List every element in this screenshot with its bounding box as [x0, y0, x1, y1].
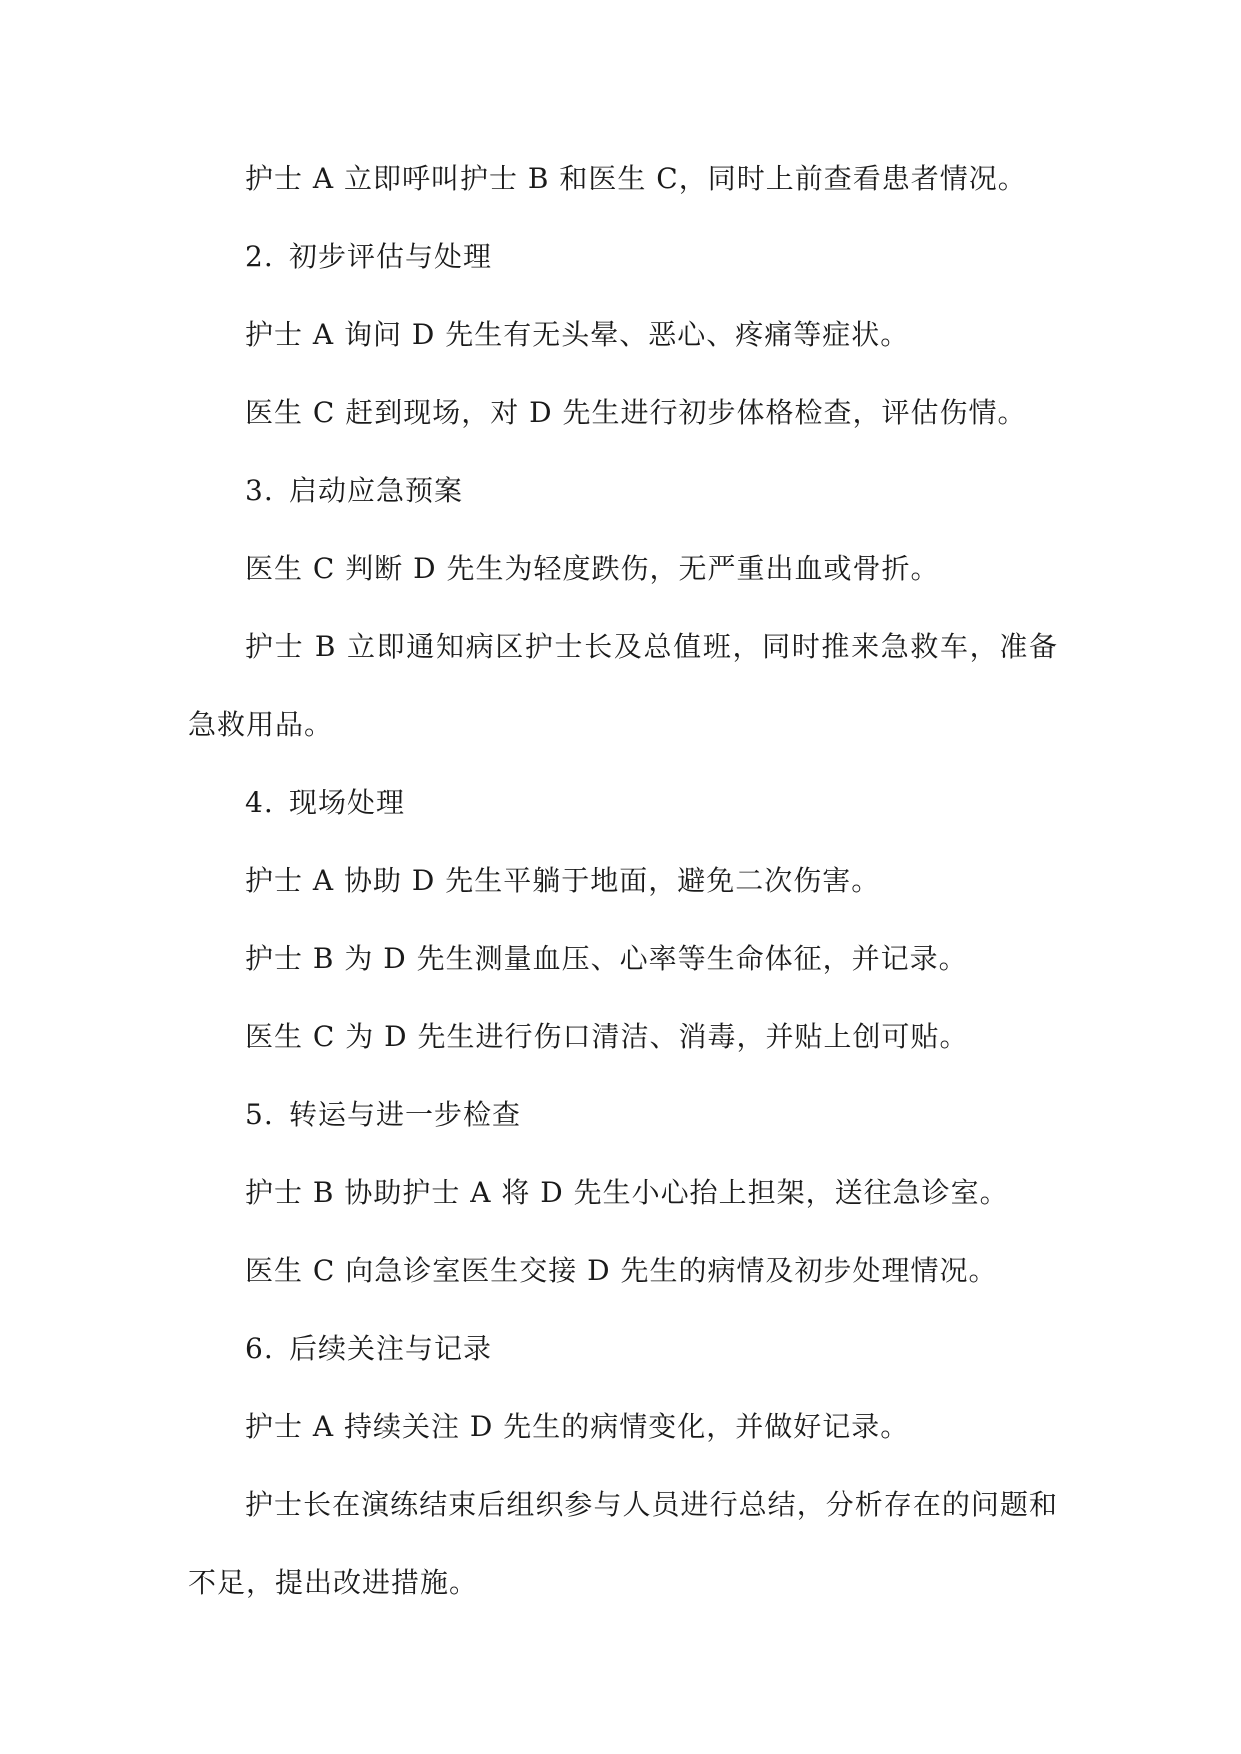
section-number: 5. — [245, 1098, 274, 1131]
section-title: 初步评估与处理 — [289, 240, 493, 273]
section-heading — [188, 452, 1058, 530]
paragraph: 医生 C 向急诊室医生交接 D 先生的病情及初步处理情况。 — [245, 1254, 998, 1287]
document-body — [188, 140, 1058, 1622]
paragraph: 医生 C 为 D 先生进行伤口清洁、消毒，并贴上创可贴。 — [245, 1020, 969, 1053]
section-heading — [188, 1076, 1058, 1154]
section-number: 4. — [245, 786, 274, 819]
paragraph: 医生 C 判断 D 先生为轻度跌伤，无严重出血或骨折。 — [245, 552, 940, 585]
section-heading — [188, 218, 1058, 296]
paragraph: 护士 A 询问 D 先生有无头晕、恶心、疼痛等症状。 — [245, 318, 910, 351]
section-number: 3. — [245, 474, 274, 507]
section-title: 后续关注与记录 — [289, 1332, 493, 1365]
section-heading — [188, 1310, 1058, 1388]
section-title: 转运与进一步检查 — [289, 1098, 522, 1131]
section-title: 现场处理 — [289, 786, 406, 819]
paragraph: 护士 B 协助护士 A 将 D 先生小心抬上担架，送往急诊室。 — [245, 1176, 1009, 1209]
paragraph: 医生 C 赶到现场，对 D 先生进行初步体格检查，评估伤情。 — [245, 396, 1027, 429]
paragraph: 护士 A 持续关注 D 先生的病情变化，并做好记录。 — [245, 1410, 910, 1443]
section-heading — [188, 764, 1058, 842]
paragraph: 护士 B 立即通知病区护士长及总值班，同时推来急救车，准备急救用品。 — [188, 630, 1058, 741]
section-number: 6. — [245, 1332, 274, 1365]
section-title: 启动应急预案 — [289, 474, 464, 507]
paragraph: 护士 A 协助 D 先生平躺于地面，避免二次伤害。 — [245, 864, 881, 897]
paragraph: 护士 B 为 D 先生测量血压、心率等生命体征，并记录。 — [245, 942, 968, 975]
section-number: 2. — [245, 240, 274, 273]
paragraph: 护士长在演练结束后组织参与人员进行总结，分析存在的问题和不足，提出改进措施。 — [188, 1488, 1058, 1599]
paragraph: 护士 A 立即呼叫护士 B 和医生 C，同时上前查看患者情况。 — [245, 162, 1027, 195]
